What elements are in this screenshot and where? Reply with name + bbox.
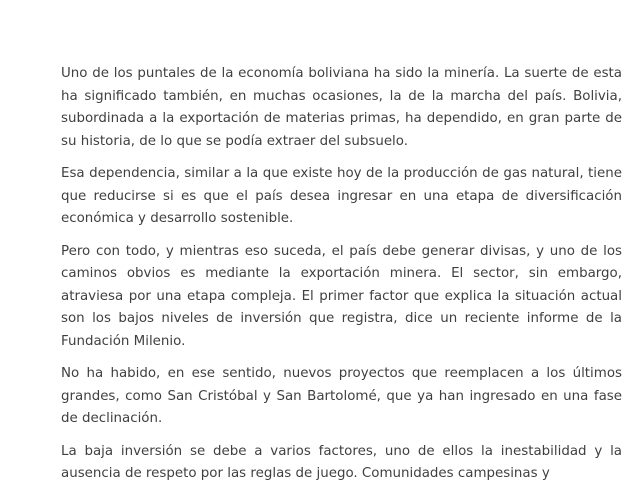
article-paragraph-2: Esa dependencia, similar a la que existe hoy de la producción de gas natural, tiene que reducirse si es que el país desea ingresar en una etapa de diversificación económica y desarrollo sostenible.: [61, 166, 622, 226]
article-body: [61, 63, 622, 496]
article-paragraph-5: La baja inversión se debe a varios factores, uno de ellos la inestabilidad y la ausencia de respeto por las reglas de juego. Comunidades campesinas y: [61, 443, 622, 481]
article-paragraph-1: Uno de los puntales de la economía boliviana ha sido la minería. La suerte de esta ha significado también, en muchas ocasiones, la de la marcha del país. Bolivia, subordinada a la exportación de materias primas, ha dependido, en gran parte de su historia, de lo que se podía extraer del subsuelo.: [61, 66, 622, 149]
article-paragraph-3: Pero con todo, y mientras eso suceda, el país debe generar divisas, y uno de los caminos obvios es mediante la exportación minera. El sector, sin embargo, atraviesa por una etapa compleja. El primer factor que explica la situación actual son los bajos niveles de inversión que registra, dice un reciente informe de la Fundación Milenio.: [61, 243, 622, 349]
article-paragraph-4: No ha habido, en ese sentido, nuevos proyectos que reemplacen a los últimos grandes, como San Cristóbal y San Bartolomé, que ya han ingresado en una fase de declinación.: [61, 366, 622, 426]
